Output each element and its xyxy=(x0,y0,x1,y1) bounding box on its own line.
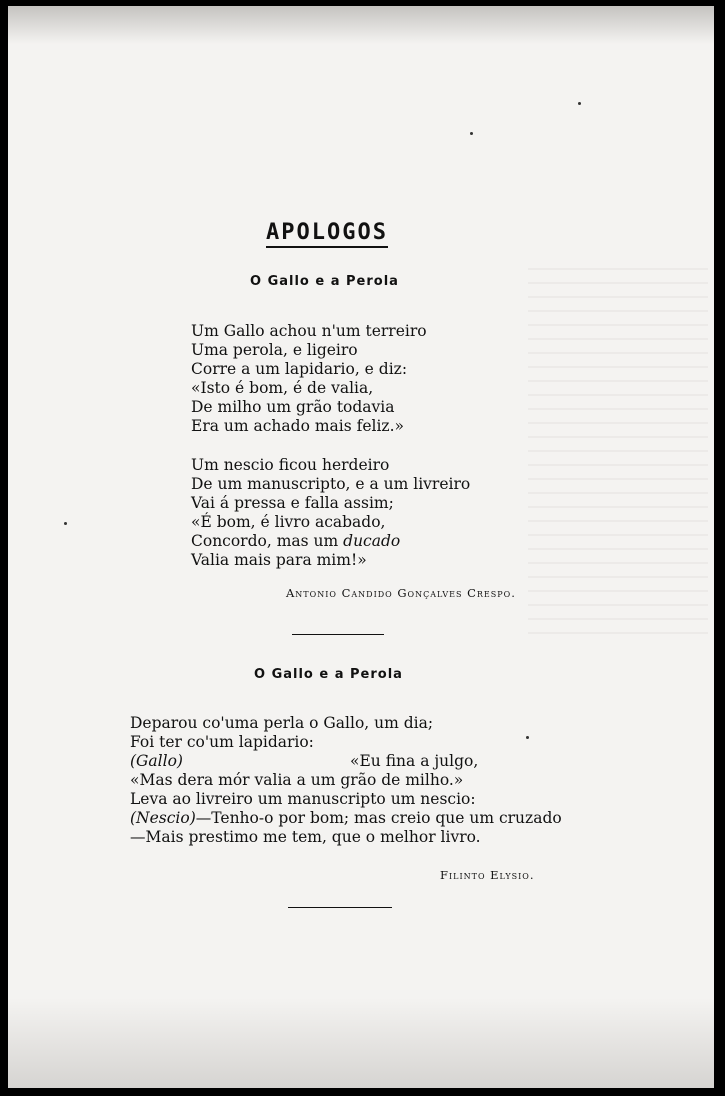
divider-rule-bottom xyxy=(288,907,392,908)
poem1-stanza2-line: Valia mais para mim!» xyxy=(191,551,367,569)
poem2-line: «Mas dera mór valia a um grão de milho.» xyxy=(130,771,464,789)
poem1-stanza1-line: Era um achado mais feliz.» xyxy=(191,417,405,435)
page-edge-shadow-top xyxy=(8,6,714,44)
poem2-line: Deparou co'uma perla o Gallo, um dia; xyxy=(130,714,434,732)
poem2-author: Filinto Elysio. xyxy=(440,868,535,882)
print-speck xyxy=(470,132,473,135)
poem1-stanza2-line: Vai á pressa e falla assim; xyxy=(191,494,394,512)
poem1-stanza2-line xyxy=(191,532,400,552)
poem2-line: «Eu fina a julgo, xyxy=(350,752,479,770)
poem1-stanza1-line: Uma perola, e ligeiro xyxy=(191,341,358,359)
print-speck xyxy=(64,522,67,525)
print-speck xyxy=(526,736,529,739)
document-page xyxy=(8,6,714,1088)
poem1-title: O Gallo e a Perola xyxy=(250,274,399,289)
poem1-stanza1-line: Corre a um lapidario, e diz: xyxy=(191,360,408,378)
poem2-line: —Mais prestimo me tem, que o melhor livro. xyxy=(130,828,481,846)
poem2-line: Leva ao livreiro um manuscripto um nescio: xyxy=(130,790,476,808)
bleed-through-texture xyxy=(528,256,708,636)
page-edge-shadow-bottom xyxy=(8,998,714,1088)
poem2-title: O Gallo e a Perola xyxy=(254,667,403,682)
poem1-stanza1-line: Um Gallo achou n'um terreiro xyxy=(191,322,427,340)
section-title: APOLOGOS xyxy=(266,220,388,248)
poem1-stanza2-line: «É bom, é livro acabado, xyxy=(191,513,386,531)
concordo-text: Concordo, mas um xyxy=(191,532,344,550)
poem1-author: Antonio Candido Gonçalves Crespo. xyxy=(286,586,516,600)
nescio-line-text: —Tenho-o por bom; mas creio que um cruzado xyxy=(195,809,562,827)
speaker-gallo: (Gallo) xyxy=(130,752,183,770)
poem1-stanza2-line: De um manuscripto, e a um livreiro xyxy=(191,475,471,493)
print-speck xyxy=(578,102,581,105)
poem1-stanza1-line: «Isto é bom, é de valia, xyxy=(191,379,374,397)
divider-rule xyxy=(292,634,384,635)
ducado-italic: ducado xyxy=(343,532,401,550)
poem1-stanza1-line: De milho um grão todavia xyxy=(191,398,395,416)
speaker-nescio: (Nescio) xyxy=(130,809,196,827)
poem1-stanza2-line: Um nescio ficou herdeiro xyxy=(191,456,390,474)
poem2-line: Foi ter co'um lapidario: xyxy=(130,733,314,751)
poem2-line xyxy=(130,809,562,829)
